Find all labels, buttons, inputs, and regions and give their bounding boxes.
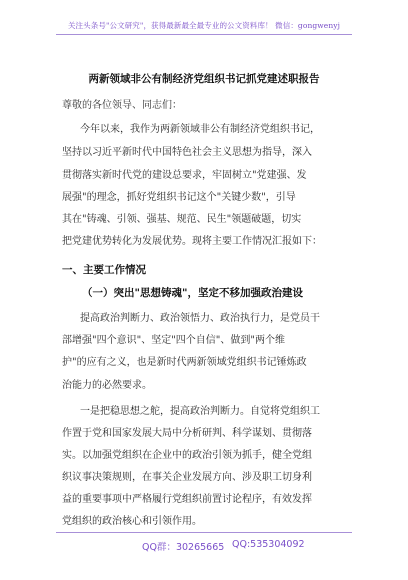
salutation: 尊敬的各位领导、同志们：	[62, 100, 182, 111]
header-divider	[56, 34, 352, 35]
document-title: 两新领域非公有制经济党组织书记抓党建述职报告	[88, 73, 320, 85]
para-2-line-5: 益的重要事项中严格履行党组织前置讨论程序，有效发挥	[62, 494, 312, 505]
section-heading-1: 一、主要工作情况	[62, 264, 146, 276]
para-1-line-4: 治能力的必然要求。	[62, 380, 152, 391]
para-1-line-2: 部增强"四个意识"、坚定"四个自信"、做到"两个维	[62, 335, 285, 346]
para-2-line-6: 党组织的政治核心和引领作用。	[62, 516, 202, 527]
para-2-line-3: 实。以加强党组织在企业中的政治引领为抓手，健全党组	[62, 450, 312, 461]
para-2-line-2: 作置于党和国家发展大局中分析研判、科学谋划、贯彻落	[62, 428, 312, 439]
intro-line-2: 坚持以习近平新时代中国特色社会主义思想为指导，深入	[62, 147, 312, 158]
subsection-heading-1: （一）突出"思想铸魂"，坚定不移加强政治建设	[82, 287, 303, 299]
intro-line-4: 展强"的理念，抓好党组织书记这个"关键少数"，引导	[62, 192, 296, 203]
para-2-line-1: 一是把稳思想之舵，提高政治判断力。自觉将党组织工	[80, 406, 320, 417]
footer-divider	[56, 532, 352, 533]
intro-line-1: 今年以来，我作为两新领域非公有制经济党组织书记，	[80, 124, 320, 135]
intro-line-5: 其在"铸魂、引领、强基、规范、民生"领题破题，切实	[62, 214, 302, 225]
intro-line-3: 贯彻落实新时代党的建设总要求，牢固树立"党建强、发	[62, 170, 307, 181]
para-1-line-3: 护"的应有之义，也是新时代两新领域党组织书记锤炼政	[62, 357, 307, 368]
footer-qq-contact[interactable]: QQ:535304092	[232, 539, 305, 550]
intro-line-6: 把党建优势转化为发展优势。现将主要工作情况汇报如下：	[62, 236, 322, 247]
para-1-line-1: 提高政治判断力、政治领悟力、政治执行力，是党员干	[80, 313, 320, 324]
para-2-line-4: 织议事决策规则，在事关企业发展方向、涉及职工切身利	[62, 472, 312, 483]
footer-qq-group[interactable]: QQ群：30265665	[142, 542, 225, 553]
header-banner[interactable]: 关注头条号"公文研究"，获得最新最全最专业的公文资料库！ 微信：gongwenyj	[67, 21, 341, 30]
